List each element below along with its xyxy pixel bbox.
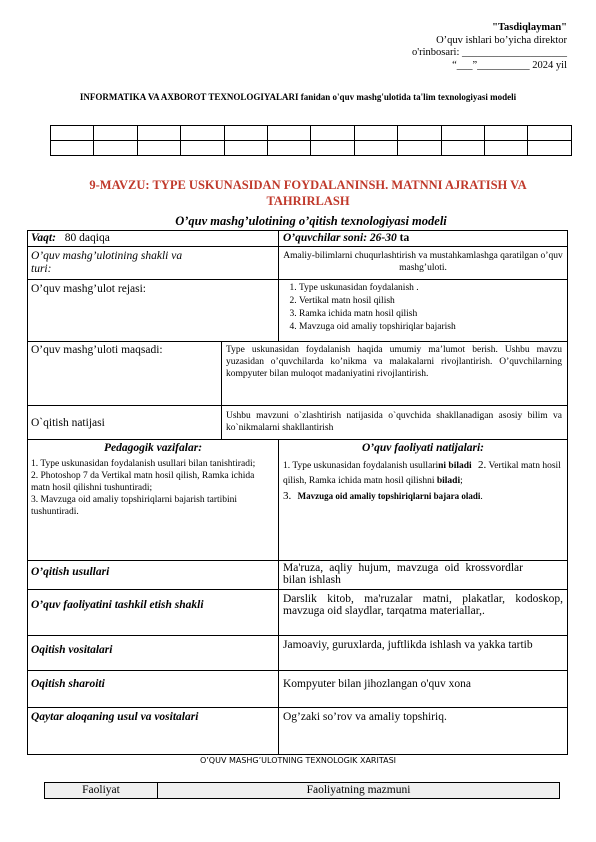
conditions-value: Kompyuter bilan jihozlangan o'quv xona xyxy=(283,678,471,690)
activity-table-header xyxy=(44,782,560,799)
form-value: Amaliy-bilimlarni chuqurlashtirish va mustahkamlashga qaratilgan o’quv mashg’uloti. xyxy=(283,251,563,273)
pedagogic-title: Pedagogik vazifalar xyxy=(103,442,199,454)
approval-line-3: “___”__________ 2024 yil xyxy=(452,59,567,71)
pedagogic-item: 2. Photoshop 7 da Vertikal matn hosil qilish, Ramka ichida matn hosil qilishni tushuntiradi; xyxy=(31,471,255,493)
outcome-item-1-bold: ni biladi xyxy=(438,461,472,471)
result-label: O`qitish natijasi xyxy=(31,417,105,429)
organization-label-cell xyxy=(27,589,279,636)
plan-list xyxy=(283,282,563,334)
pedagogic-colon: : xyxy=(198,442,203,454)
document-title: INFORMATIKA VA AXBOROT TEXNOLOGIYALARI fanidan o'quv mashg'ulotida ta'lim texnologiyasi modeli xyxy=(79,92,517,102)
students-label: O’quvchilar soni: 26-30 xyxy=(283,232,397,244)
plan-label: O’quv mashg’ulot rejasi: xyxy=(31,283,146,295)
result-value: Ushbu mavzuni o`zlashtirish natijasida o`quvchida shakllanadigan asosiy bilim va ko`nikmalarni shakllantirish xyxy=(226,411,562,433)
organization-value: Darslik kitob, ma'ruzalar matni, plakatlar, kodoskop, mavzuga oid slaydlar, tarqatma materiallar,. xyxy=(283,593,563,617)
form-label: O’quv mashg’ulotining shakli va turi: xyxy=(31,250,183,275)
time-value: 80 daqiqa xyxy=(64,232,110,244)
tools-label: Oqitish vositalari xyxy=(31,644,113,656)
plan-item: 1. Type uskunasidan foydalanish . xyxy=(299,282,563,295)
outcome-item-2-bold: biladi xyxy=(436,476,461,486)
tech-map-title: O’QUV MASHG’ULOTNING TEXNOLOGIK XARITASI xyxy=(199,756,397,765)
approval-block xyxy=(412,22,567,72)
model-title: O’quv mashg’ulotining o’qitish texnologiyasi modeli xyxy=(175,214,447,228)
pedagogic-item: 1. Type uskunasidan foydalanish usullari bilan tanishtiradi; xyxy=(31,459,256,469)
approval-line-2: o'rinbosari: ____________________ xyxy=(411,47,567,58)
students-suffix: ta xyxy=(399,232,410,244)
activity-column-header: Faoliyat xyxy=(82,784,120,796)
outcome-item-1: 1. Type uskunasidan foydalanish usullari xyxy=(283,461,439,471)
topic-heading: 9-MAVZU: TYPE USKUNASIDAN FOYDALANINSH. MATNNI AJRATISH VA TAHRIRLASH xyxy=(89,178,527,208)
outcome-item-3-number: 3. xyxy=(283,490,292,502)
methods-label: O’qitish usullari xyxy=(31,566,110,578)
outcome-item-2-number: 2. xyxy=(478,459,487,471)
outcome-item-3-end: . xyxy=(480,492,483,502)
time-label: Vaqt: xyxy=(31,232,56,244)
plan-item: 3. Ramka ichida matn hosil qilish xyxy=(299,308,563,321)
plan-item: 4. Mavzuga oid amaliy topshiriqlar bajarish xyxy=(299,321,563,334)
conditions-label: Oqitish sharoiti xyxy=(31,678,105,690)
outcome-item-2-end: ; xyxy=(460,476,463,486)
methods-value: Ma'ruza, aqliy hujum, mavzuga oid krossvordlar bilan ishlash xyxy=(283,562,523,586)
goal-label: O’quv mashg’uloti maqsadi: xyxy=(31,344,163,356)
outcome-item-2: Vertikal matn hosil qilish, Ramka ichida matn hosil qilishni xyxy=(283,461,561,486)
empty-grid-table xyxy=(50,125,572,156)
feedback-label: Qaytar aloqaning usul va vositalari xyxy=(31,711,199,723)
approval-title: "Tasdiqlayman" xyxy=(492,22,567,33)
outcomes-title: O’quv faoliyati natijalari: xyxy=(361,442,485,454)
pedagogic-item: 3. Mavzuga oid amaliy topshiriqlarni bajarish tartibini tushuntiradi. xyxy=(31,495,238,517)
content-column-header: Faoliyatning mazmuni xyxy=(306,784,411,796)
goal-value: Type uskunasidan foydalanish haqida umumiy ma’lumot berish. Ushbu mavzu yuzasidan o’quvchilarda ko’nikma va malakalarni rivojlantirish. O’quvchilarning kompyuter bilan muloqot madaniyatini rivojlantirish. xyxy=(226,345,562,379)
plan-item: 2. Vertikal matn hosil qilish xyxy=(299,295,563,308)
tools-value: Jamoaviy, guruxlarda, juftlikda ishlash va yakka tartib xyxy=(283,639,533,651)
outcome-item-3: Mavzuga oid amaliy topshiriqlarni bajara oladi xyxy=(297,491,481,501)
feedback-value: Og’zaki so’rov va amaliy topshiriq. xyxy=(283,711,447,723)
organization-label: O’quv faoliyatini tashkil etish shakli xyxy=(31,599,204,611)
approval-line-1: O’quv ishlari bo’yicha direktor xyxy=(436,34,567,46)
